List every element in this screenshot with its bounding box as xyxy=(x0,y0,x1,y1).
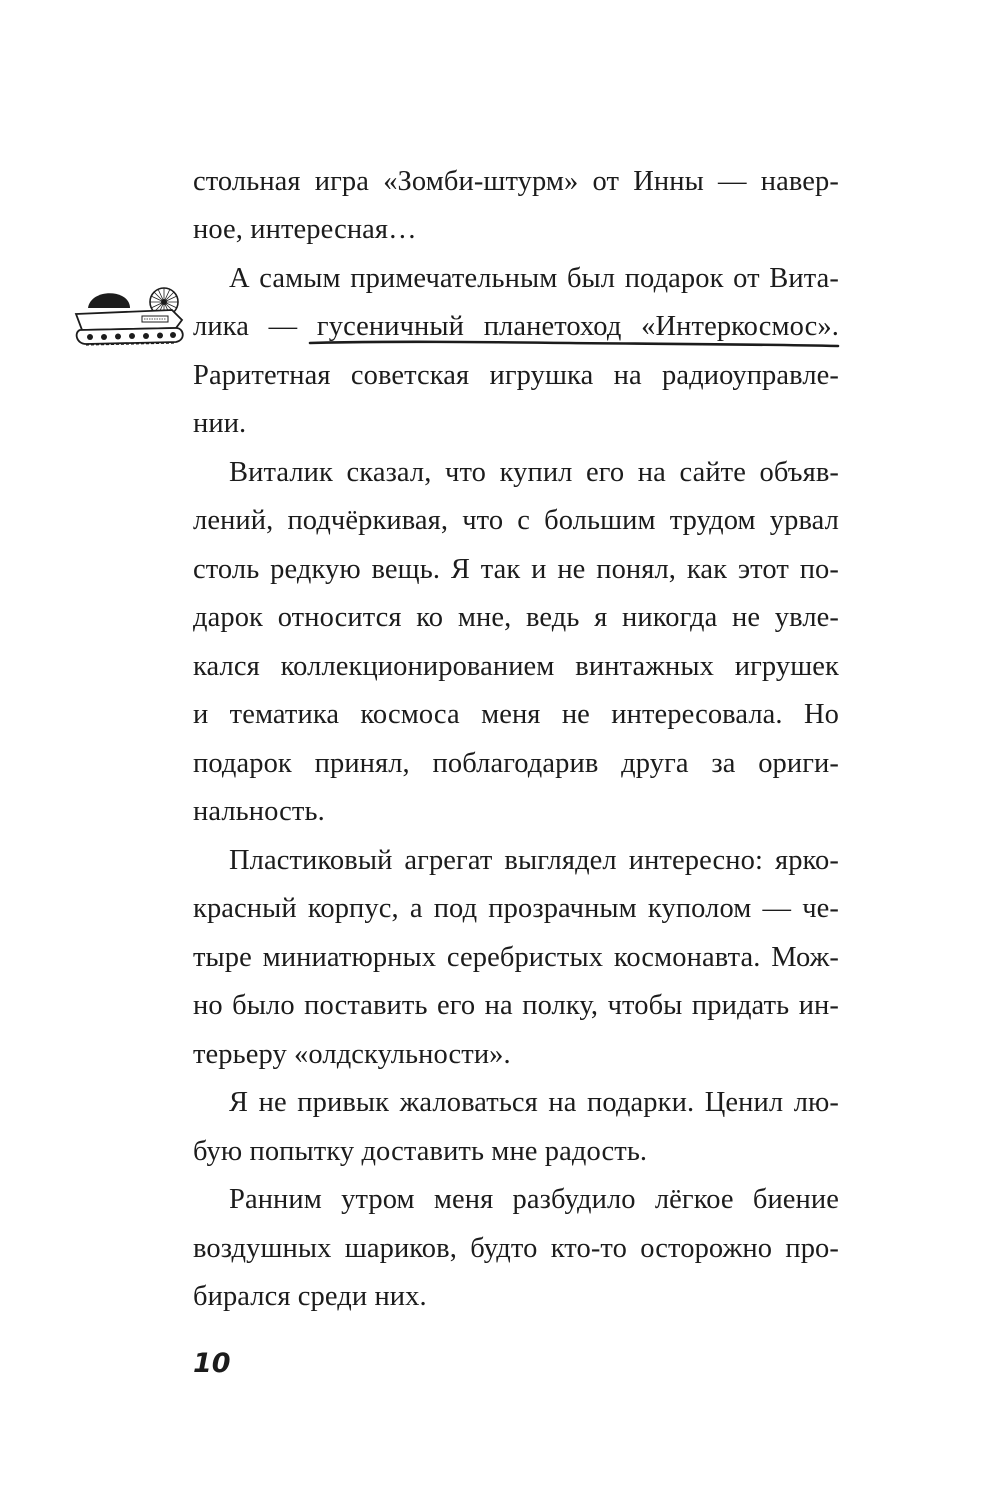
text-line: стольная игра «Зомби-штурм» от Инны — навер- xyxy=(193,166,839,197)
text-line: лений, подчёркивая, что с большим трудом урвал xyxy=(193,505,839,536)
text-line: бирался среди них. xyxy=(193,1281,427,1312)
text-line: столь редкую вещь. Я так и не понял, как этот по- xyxy=(193,554,839,585)
text-line: воздушных шариков, будто кто-то осторожно про- xyxy=(193,1233,839,1264)
text-line: подарок принял, поблагодарив друга за ориги- xyxy=(193,748,839,779)
text-line: Ранним утром меня разбудило лёгкое биение xyxy=(229,1184,839,1215)
page-number: 10 xyxy=(193,1348,231,1379)
text-line: нальность. xyxy=(193,796,325,827)
text-line: Раритетная советская игрушка на радиоуправле- xyxy=(193,360,839,391)
text-line: и тематика космоса меня не интересовала. Но xyxy=(193,699,839,730)
text-line: ное, интересная… xyxy=(193,214,417,245)
text-line: Пластиковый агрегат выглядел интересно: ярко- xyxy=(229,845,839,876)
text-line: кался коллекционированием винтажных игрушек xyxy=(193,651,839,682)
hand-drawn-underline xyxy=(300,334,845,354)
text-line: лика — гусеничный планетоход «Интеркосмос». xyxy=(193,311,839,342)
text-line: красный корпус, а под прозрачным куполом — че- xyxy=(193,893,839,924)
text-line: терьеру «олдскульности». xyxy=(193,1039,511,1070)
text-line: Виталик сказал, что купил его на сайте объяв- xyxy=(229,457,839,488)
text-line: дарок относится ко мне, ведь я никогда не увле- xyxy=(193,602,839,633)
text-line: нии. xyxy=(193,408,247,439)
planet-rover-icon xyxy=(72,284,194,354)
text-line: А самым примечательным был подарок от Вита- xyxy=(229,263,839,294)
text-line: но было поставить его на полку, чтобы придать ин- xyxy=(193,990,839,1021)
text-line: тыре миниатюрных серебристых космонавта. Мож- xyxy=(193,942,839,973)
text-line: бую попытку доставить мне радость. xyxy=(193,1136,648,1167)
text-line: Я не привык жаловаться на подарки. Ценил лю- xyxy=(229,1087,839,1118)
